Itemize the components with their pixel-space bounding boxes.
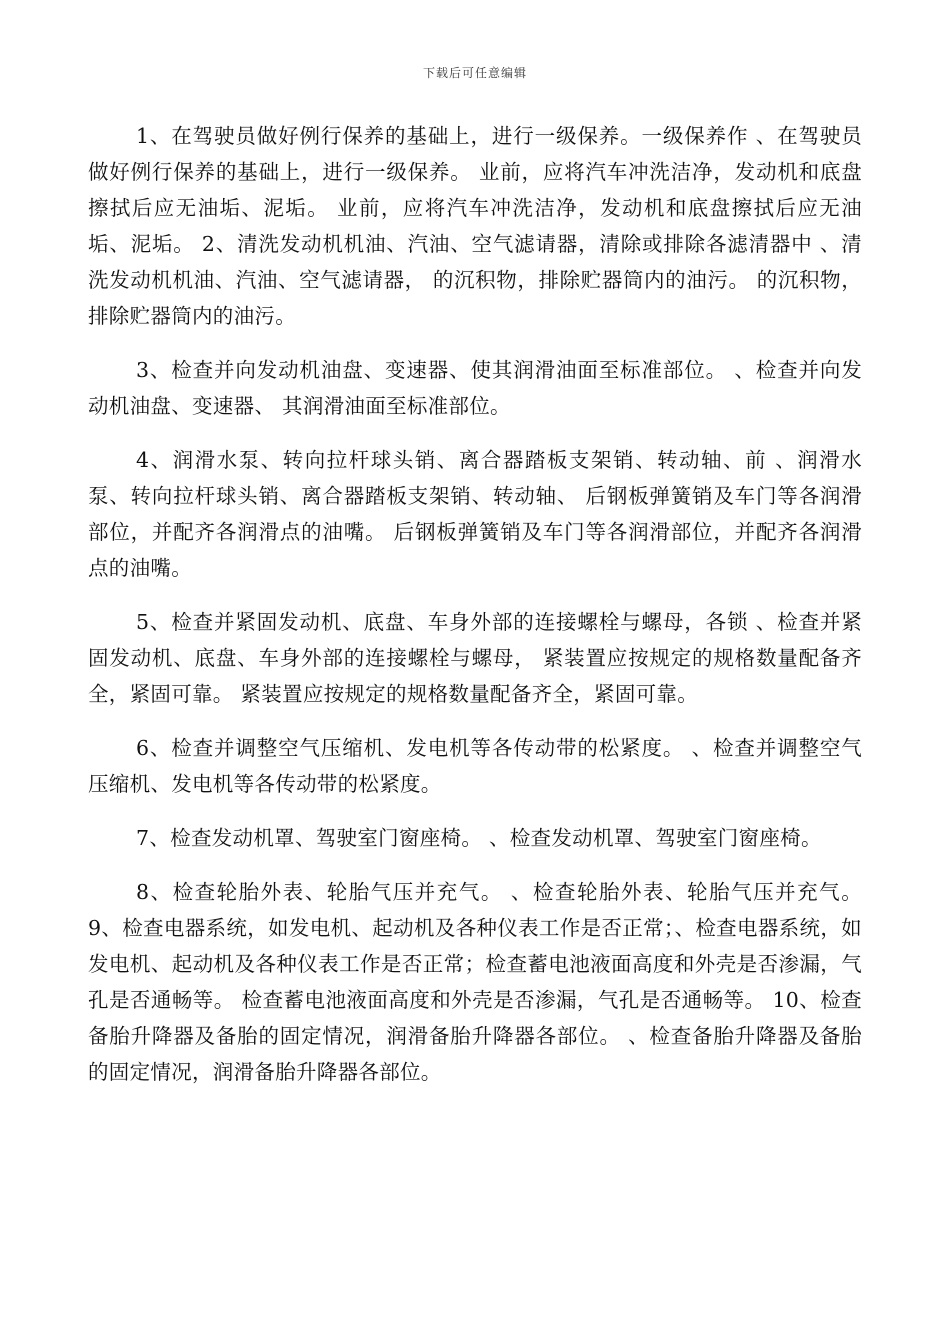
paragraph-7: 7、检查发动机罩、驾驶室门窗座椅。 、检查发动机罩、驾驶室门窗座椅。: [136, 826, 822, 850]
page-header-note: 下载后可任意编辑: [422, 66, 527, 80]
paragraph-6: 6、检查并调整空气压缩机、发电机等各传动带的松紧度。 、检查并调整空气压缩机、发电机等各传动带的松紧度。: [88, 736, 862, 796]
paragraph-5: 5、检查并紧固发动机、底盘、车身外部的连接螺栓与螺母，各锁 、检查并紧固发动机、底盘、车身外部的连接螺栓与螺母， 紧装置应按规定的规格数量配备齐全，紧固可靠。 紧装置应按规定的规格数量配备齐全，紧固可靠。: [88, 610, 862, 706]
paragraph-1: 1、在驾驶员做好例行保养的基础上，进行一级保养。一级保养作 、在驾驶员做好例行保养的基础上，进行一级保养。 业前，应将汽车冲洗洁净，发动机和底盘擦拭后应无油垢、泥垢。 业前，应将汽车冲洗洁净，发动机和底盘擦拭后应无油垢、泥垢。 2、清洗发动机机油、汽油、空气滤请器，清除或排除各滤清器中 、清洗发动机机油、汽油、空气滤请器， 的沉积物，排除贮器筒内的油污。 的沉积物，排除贮器筒内的油污。: [88, 124, 862, 328]
paragraph-4: 4、润滑水泵、转向拉杆球头销、离合器踏板支架销、转动轴、前 、润滑水泵、转向拉杆球头销、离合器踏板支架销、转动轴、 后钢板弹簧销及车门等各润滑部位，并配齐各润滑点的油嘴。 后钢板弹簧销及车门等各润滑部位，并配齐各润滑点的油嘴。: [88, 448, 862, 580]
document-body: [88, 118, 862, 1090]
paragraph-8-10: 8、检查轮胎外表、轮胎气压并充气。 、检查轮胎外表、轮胎气压并充气。 9、检查电器系统，如发电机、起动机及各种仪表工作是否正常；、检查电器系统，如发电机、起动机及各种仪表工作是否正常；检查蓄电池液面高度和外壳是否渗漏，气孔是否通畅等。 检查蓄电池液面高度和外壳是否渗漏，气孔是否通畅等。 10、检查备胎升降器及备胎的固定情况，润滑备胎升降器各部位。 、检查备胎升降器及备胎的固定情况，润滑备胎升降器各部位。: [88, 880, 862, 1084]
paragraph-3: 3、检查并向发动机油盘、变速器、使其润滑油面至标准部位。 、检查并向发动机油盘、变速器、 其润滑油面至标准部位。: [88, 358, 862, 418]
